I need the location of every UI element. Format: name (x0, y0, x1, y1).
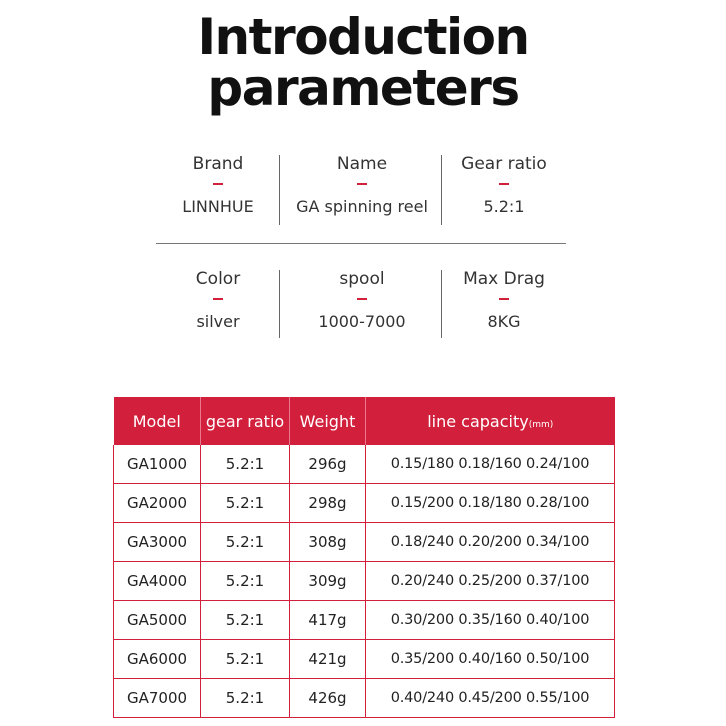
cell-weight: 421g (290, 640, 366, 679)
cell-line-capacity: 0.15/200 0.18/180 0.28/100 (366, 484, 615, 523)
column-divider (279, 270, 280, 338)
param-value: GA spinning reel (296, 197, 428, 216)
cell-weight: 296g (290, 445, 366, 484)
table-row (114, 640, 615, 679)
param-divider (499, 183, 509, 185)
param-spool (280, 268, 444, 332)
cell-line-capacity: 0.18/240 0.20/200 0.34/100 (366, 523, 615, 562)
header-model: Model (114, 397, 201, 445)
param-max-drag (422, 268, 586, 332)
page-title: Introduction (197, 8, 529, 66)
table-row (114, 445, 615, 484)
param-value: silver (196, 312, 240, 331)
param-value: 8KG (487, 312, 521, 331)
cell-model: GA7000 (114, 679, 201, 718)
table-header-row (114, 397, 615, 445)
column-divider (441, 155, 442, 225)
column-divider (441, 270, 442, 338)
cell-weight: 298g (290, 484, 366, 523)
param-label: Color (195, 269, 241, 289)
cell-gear-ratio: 5.2:1 (201, 640, 290, 679)
cell-gear-ratio: 5.2:1 (201, 562, 290, 601)
table-row (114, 601, 615, 640)
cell-gear-ratio: 5.2:1 (201, 601, 290, 640)
row-divider (156, 243, 566, 244)
param-value: 5.2:1 (483, 197, 525, 216)
param-label: Name (336, 154, 388, 174)
header-line-capacity (366, 397, 615, 445)
param-gear-ratio (422, 153, 586, 217)
param-divider (357, 298, 367, 300)
header-gear-ratio: gear ratio (201, 397, 290, 445)
cell-model: GA5000 (114, 601, 201, 640)
table-row (114, 484, 615, 523)
param-label: Max Drag (463, 269, 545, 289)
cell-line-capacity: 0.30/200 0.35/160 0.40/100 (366, 601, 615, 640)
param-divider (213, 298, 223, 300)
cell-model: GA6000 (114, 640, 201, 679)
table-row (114, 679, 615, 718)
cell-weight: 309g (290, 562, 366, 601)
table-row (114, 562, 615, 601)
cell-model: GA3000 (114, 523, 201, 562)
param-divider (213, 183, 223, 185)
param-label: spool (339, 269, 385, 289)
param-value: 1000-7000 (318, 312, 406, 331)
cell-gear-ratio: 5.2:1 (201, 523, 290, 562)
param-label: Gear ratio (461, 154, 547, 174)
column-divider (279, 155, 280, 225)
cell-line-capacity: 0.40/240 0.45/200 0.55/100 (366, 679, 615, 718)
param-divider (499, 298, 509, 300)
page-subtitle: parameters (207, 59, 519, 117)
param-name (280, 153, 444, 217)
header-line-capacity-label: line capacity (427, 411, 529, 431)
cell-line-capacity: 0.20/240 0.25/200 0.37/100 (366, 562, 615, 601)
spec-table (113, 397, 615, 718)
cell-weight: 426g (290, 679, 366, 718)
param-label: Brand (192, 154, 244, 174)
cell-weight: 308g (290, 523, 366, 562)
param-value: LINNHUE (182, 197, 254, 216)
header-line-capacity-unit: (mm) (528, 419, 554, 430)
header-weight: Weight (290, 397, 366, 445)
param-brand (136, 153, 300, 217)
cell-line-capacity: 0.35/200 0.40/160 0.50/100 (366, 640, 615, 679)
cell-model: GA1000 (114, 445, 201, 484)
cell-gear-ratio: 5.2:1 (201, 679, 290, 718)
param-color (136, 268, 300, 332)
cell-model: GA4000 (114, 562, 201, 601)
cell-gear-ratio: 5.2:1 (201, 484, 290, 523)
cell-weight: 417g (290, 601, 366, 640)
table-row (114, 523, 615, 562)
cell-model: GA2000 (114, 484, 201, 523)
param-divider (357, 183, 367, 185)
cell-line-capacity: 0.15/180 0.18/160 0.24/100 (366, 445, 615, 484)
cell-gear-ratio: 5.2:1 (201, 445, 290, 484)
